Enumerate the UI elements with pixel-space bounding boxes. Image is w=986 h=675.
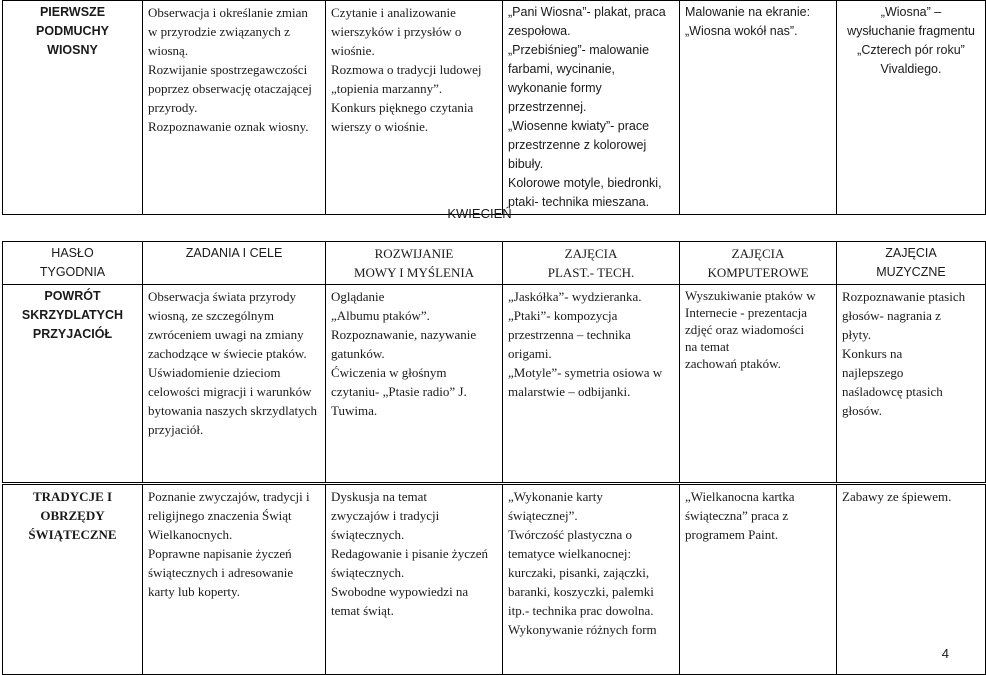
header-line: TYGODNIA <box>39 265 106 279</box>
text-line: Konkurs na <box>842 346 903 361</box>
text-line: Konkurs pięknego czytania <box>331 100 474 115</box>
text-line: wiośnie. <box>331 43 375 58</box>
text-line: Rozpoznawanie oznak wiosny. <box>148 119 309 134</box>
text-line: Kolorowe motyle, biedronki, <box>508 176 662 190</box>
text-line: Twórczość plastyczna o <box>508 527 632 542</box>
text-line: przyrody. <box>148 100 198 115</box>
text-line: Rozwijanie spostrzegawczości <box>148 62 308 77</box>
text-line: „Jaskółka”- wydzieranka. <box>508 289 642 304</box>
header-line: HASŁO <box>51 246 94 260</box>
table-row <box>3 485 986 675</box>
text-line: Internecie - prezentacja <box>685 305 807 320</box>
table-header-row <box>3 242 986 285</box>
text-line: poprzez obserwację otaczającej <box>148 81 312 96</box>
text-line: „Motyle”- symetria osiowa w <box>508 365 663 380</box>
week-theme-cell <box>3 1 143 215</box>
computer-cell <box>680 485 837 675</box>
theme-line: OBRZĘDY <box>40 508 105 523</box>
text-line: świątecznej”. <box>508 508 578 523</box>
computer-cell <box>680 1 837 215</box>
text-line: przestrzenne z kolorowej <box>508 138 647 152</box>
theme-line: POWRÓT <box>44 289 101 303</box>
header-speech <box>326 242 503 285</box>
text-line: najlepszego <box>842 365 904 380</box>
header-line: ZAJĘCIA <box>885 246 937 260</box>
computer-cell <box>680 285 837 483</box>
table-row <box>3 1 986 215</box>
text-line: przestrzenna – technika <box>508 327 631 342</box>
theme-line: WIOSNY <box>47 43 98 57</box>
goals-cell <box>143 1 326 215</box>
header-line: MUZYCZNE <box>876 265 946 279</box>
header-line: ZADANIA I CELE <box>185 246 283 260</box>
text-line: zdjęć oraz wiadomości <box>685 322 805 337</box>
text-line: „Czterech pór roku” <box>857 43 965 57</box>
text-line: przyjaciół. <box>148 422 204 437</box>
music-cell <box>837 285 986 483</box>
art-cell <box>503 285 680 483</box>
text-line: świątecznych i adresowanie <box>148 565 294 580</box>
text-line: Obserwacja świata przyrody <box>148 289 296 304</box>
header-music <box>837 242 986 285</box>
text-line: wierszyków i przysłów o <box>331 24 462 39</box>
text-line: wysłuchanie fragmentu <box>847 24 975 38</box>
text-line: Wykonywanie różnych form <box>508 622 657 637</box>
header-line: PLAST.- TECH. <box>547 265 635 280</box>
art-cell <box>503 1 680 215</box>
goals-cell <box>143 285 326 483</box>
text-line: farbami, wycinanie, <box>508 62 615 76</box>
theme-line: PRZYJACIÓŁ <box>32 327 113 341</box>
week-theme-cell <box>3 285 143 483</box>
text-line: Uświadomienie dzieciom <box>148 365 281 380</box>
text-line: Malowanie na ekranie: <box>685 5 811 19</box>
spring-table <box>2 0 986 215</box>
april-table <box>2 241 986 483</box>
header-goals <box>143 242 326 285</box>
page-number: 4 <box>941 646 949 661</box>
text-line: świątecznych. <box>331 565 405 580</box>
theme-line: PIERWSZE <box>39 5 106 19</box>
text-line: celowości migracji i warunków <box>148 384 312 399</box>
text-line: głosów. <box>842 403 882 418</box>
header-art <box>503 242 680 285</box>
speech-cell <box>326 485 503 675</box>
text-line: Vivaldiego. <box>880 62 942 76</box>
text-line: zespołowa. <box>508 24 571 38</box>
text-line: ptaki- technika mieszana. <box>508 195 650 209</box>
table-row <box>3 285 986 483</box>
text-line: religijnego znaczenia Świąt <box>148 508 292 523</box>
text-line: Redagowanie i pisanie życzeń <box>331 546 489 561</box>
text-line: Tuwima. <box>331 403 378 418</box>
text-line: wykonanie formy <box>508 81 602 95</box>
music-cell <box>837 485 986 675</box>
text-line: „Wiosna” – <box>880 5 942 19</box>
text-line: świąteczna” praca z <box>685 508 789 523</box>
text-line: w przyrodzie związanych z <box>148 24 290 39</box>
text-line: Poznanie zwyczajów, tradycji i <box>148 489 310 504</box>
text-line: „topienia marzanny”. <box>331 81 443 96</box>
text-line: Swobodne wypowiedzi na <box>331 584 469 599</box>
text-line: płyty. <box>842 327 872 342</box>
text-line: Rozpoznawanie ptasich <box>842 289 966 304</box>
text-line: Obserwacja i określanie zmian <box>148 5 308 20</box>
text-line: origami. <box>508 346 552 361</box>
text-line: na temat <box>685 339 730 354</box>
text-line: Wielkanocnych. <box>148 527 233 542</box>
speech-cell <box>326 1 503 215</box>
text-line: głosów- nagrania z <box>842 308 941 323</box>
text-line: czytaniu- „Ptasie radio” J. <box>331 384 467 399</box>
text-line: „Wiosenne kwiaty”- prace <box>508 119 650 133</box>
header-computer <box>680 242 837 285</box>
header-line: ZAJĘCIA <box>731 246 785 261</box>
theme-line: SKRZYDLATYCH <box>21 308 124 322</box>
text-line: Zabawy ze śpiewem. <box>842 489 952 504</box>
week-theme-cell <box>3 485 143 675</box>
tradition-table <box>2 484 986 675</box>
text-line: itp.- technika prac dowolna. <box>508 603 654 618</box>
text-line: Rozmowa o tradycji ludowej <box>331 62 482 77</box>
text-line: kurczaki, pisanki, zajączki, <box>508 565 650 580</box>
art-cell <box>503 485 680 675</box>
text-line: „Ptaki”- kompozycja <box>508 308 618 323</box>
text-line: wierszy o wiośnie. <box>331 119 429 134</box>
text-line: bibuły. <box>508 157 544 171</box>
text-line: bytowania naszych skrzydlatych <box>148 403 317 418</box>
text-line: programem Paint. <box>685 527 779 542</box>
text-line: zachowań ptaków. <box>685 356 781 371</box>
header-line: ROZWIJANIE <box>374 246 454 261</box>
text-line: „Przebiśnieg”- malowanie <box>508 43 650 57</box>
text-line: baranki, koszyczki, palemki <box>508 584 654 599</box>
text-line: wiosną. <box>148 43 189 58</box>
goals-cell <box>143 485 326 675</box>
text-line: „Albumu ptaków”. <box>331 308 430 323</box>
music-cell <box>837 1 986 215</box>
text-line: świątecznych. <box>331 527 405 542</box>
text-line: Rozpoznawanie, nazywanie <box>331 327 477 342</box>
text-line: przestrzennej. <box>508 100 587 114</box>
text-line: Poprawne napisanie życzeń <box>148 546 292 561</box>
text-line: „Pani Wiosna”- plakat, praca <box>508 5 666 19</box>
text-line: „Wiosna wokół nas”. <box>685 24 798 38</box>
text-line: „Wielkanocna kartka <box>685 489 795 504</box>
header-line: ZAJĘCIA <box>564 246 618 261</box>
text-line: gatunków. <box>331 346 385 361</box>
speech-cell <box>326 285 503 483</box>
text-line: Wyszukiwanie ptaków w <box>685 288 816 303</box>
theme-line: ŚWIĄTECZNE <box>28 527 117 542</box>
theme-line: PODMUCHY <box>36 24 109 38</box>
text-line: wiosną, ze szczególnym <box>148 308 274 323</box>
header-line: KOMPUTEROWE <box>707 265 809 280</box>
text-line: malarstwie – odbijanki. <box>508 384 631 399</box>
theme-line: TRADYCJE I <box>32 489 113 504</box>
text-line: Dyskusja na temat <box>331 489 428 504</box>
month-heading: KWIECIEŃ <box>447 206 512 221</box>
text-line: zwróceniem uwagi na zmiany <box>148 327 304 342</box>
text-line: Ćwiczenia w głośnym <box>331 365 447 380</box>
text-line: Oglądanie <box>331 289 385 304</box>
text-line: zachodzące w świecie ptaków. <box>148 346 307 361</box>
text-line: „Wykonanie karty <box>508 489 603 504</box>
text-line: Czytanie i analizowanie <box>331 5 456 20</box>
text-line: naśladowcę ptasich <box>842 384 943 399</box>
text-line: zwyczajów i tradycji <box>331 508 440 523</box>
header-line: MOWY I MYŚLENIA <box>353 265 475 280</box>
text-line: karty lub koperty. <box>148 584 240 599</box>
text-line: tematyce wielkanocnej: <box>508 546 632 561</box>
text-line: temat świąt. <box>331 603 394 618</box>
header-theme <box>3 242 143 285</box>
